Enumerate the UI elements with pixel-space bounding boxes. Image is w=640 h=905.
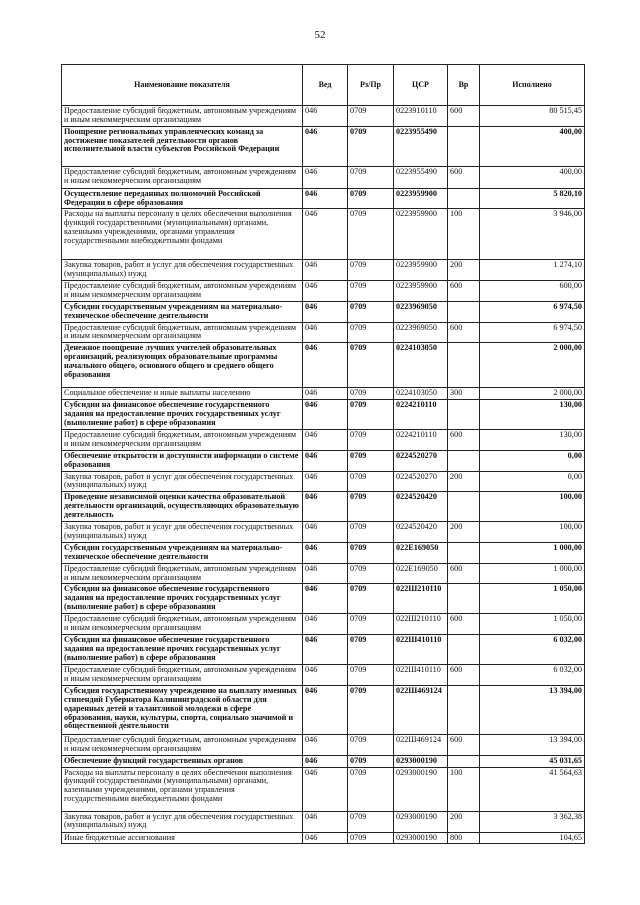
table-row <box>62 522 585 543</box>
cell-name: Денежное поощрение лучших учителей образовательных организаций, реализующих образовательные программы начального общего, основного общего и среднего общего образования <box>62 343 303 388</box>
cell-csr: 022Ш410110 <box>394 635 448 665</box>
cell-ved: 046 <box>303 811 348 832</box>
header-rzpr: Рз/Пр <box>348 65 394 106</box>
cell-rzpr: 0709 <box>348 832 394 844</box>
table-row <box>62 563 585 584</box>
cell-vr <box>448 301 480 322</box>
cell-vr: 200 <box>448 471 480 492</box>
cell-vr: 600 <box>448 166 480 188</box>
cell-rzpr: 0709 <box>348 322 394 343</box>
cell-vr: 600 <box>448 665 480 686</box>
cell-csr: 0224103050 <box>394 388 448 400</box>
table-row <box>62 450 585 471</box>
header-ved: Вед <box>303 65 348 106</box>
cell-sum: 6 032,00 <box>480 665 585 686</box>
cell-csr: 0293000190 <box>394 755 448 767</box>
cell-csr: 0223969050 <box>394 322 448 343</box>
cell-csr: 0224103050 <box>394 343 448 388</box>
cell-name: Субсидии на финансовое обеспечение государственного задания на предоставление прочих государственных услуг (выполнение работ) в сфере образования <box>62 584 303 614</box>
cell-rzpr: 0709 <box>348 281 394 302</box>
cell-sum: 0,00 <box>480 471 585 492</box>
cell-name: Закупка товаров, работ и услуг для обеспечения государственных (муниципальных) нужд <box>62 471 303 492</box>
cell-csr: 0293000190 <box>394 767 448 811</box>
page-number: 52 <box>314 29 326 41</box>
cell-ved: 046 <box>303 209 348 260</box>
cell-name: Предоставление субсидий бюджетным, автономным учреждениям и иным некоммерческим организациям <box>62 281 303 302</box>
cell-csr: 0224520270 <box>394 471 448 492</box>
table-row <box>62 188 585 209</box>
cell-sum: 1 000,00 <box>480 563 585 584</box>
cell-sum: 1 274,10 <box>480 260 585 281</box>
cell-vr: 300 <box>448 388 480 400</box>
cell-ved: 046 <box>303 584 348 614</box>
cell-sum: 41 564,63 <box>480 767 585 811</box>
cell-name: Закупка товаров, работ и услуг для обеспечения государственных (муниципальных) нужд <box>62 522 303 543</box>
cell-ved: 046 <box>303 522 348 543</box>
header-sum: Исполнено <box>480 65 585 106</box>
header-csr: ЦСР <box>394 65 448 106</box>
cell-ved: 046 <box>303 281 348 302</box>
cell-csr: 0223955490 <box>394 166 448 188</box>
cell-rzpr: 0709 <box>348 543 394 564</box>
cell-csr: 0223955490 <box>394 126 448 166</box>
budget-table <box>61 64 585 844</box>
cell-name: Иные бюджетные ассигнования <box>62 832 303 844</box>
cell-rzpr: 0709 <box>348 260 394 281</box>
table-row <box>62 685 585 734</box>
cell-rzpr: 0709 <box>348 635 394 665</box>
cell-csr: 0293000190 <box>394 811 448 832</box>
cell-sum: 80 515,45 <box>480 106 585 127</box>
cell-vr: 800 <box>448 832 480 844</box>
cell-rzpr: 0709 <box>348 492 394 522</box>
cell-ved: 046 <box>303 106 348 127</box>
cell-csr: 022Ш210110 <box>394 614 448 635</box>
cell-name: Обеспечение открытости и доступности информации о системе образования <box>62 450 303 471</box>
cell-name: Расходы на выплаты персоналу в целях обеспечения выполнения функций государственными (муниципальными) органами, казенными учреждениями, органами управления государственными внебюджетными фондами <box>62 209 303 260</box>
table-row <box>62 584 585 614</box>
table-row <box>62 209 585 260</box>
cell-vr: 600 <box>448 322 480 343</box>
cell-rzpr: 0709 <box>348 563 394 584</box>
cell-name: Расходы на выплаты персоналу в целях обеспечения выполнения функций государственными (муниципальными) органами, казенными учреждениями, органами управления государственными внебюджетными фондами <box>62 767 303 811</box>
table-row <box>62 281 585 302</box>
cell-rzpr: 0709 <box>348 430 394 451</box>
cell-sum: 6 974,50 <box>480 322 585 343</box>
cell-name: Предоставление субсидий бюджетным, автономным учреждениям и иным некоммерческим организациям <box>62 322 303 343</box>
cell-vr: 600 <box>448 430 480 451</box>
cell-ved: 046 <box>303 563 348 584</box>
table-row <box>62 106 585 127</box>
cell-name: Субсидия государственному учреждению на выплату именных стипендий Губернатора Калининградской области для одаренных детей и талантливой молодежи в сфере образования, науки, культуры, спорта, социально значимой и общественной деятельности <box>62 685 303 734</box>
table-row <box>62 126 585 166</box>
cell-vr: 100 <box>448 767 480 811</box>
cell-sum: 100,00 <box>480 522 585 543</box>
table-row <box>62 734 585 755</box>
cell-vr <box>448 584 480 614</box>
cell-ved: 046 <box>303 492 348 522</box>
cell-ved: 046 <box>303 400 348 430</box>
cell-rzpr: 0709 <box>348 584 394 614</box>
cell-sum: 3 946,00 <box>480 209 585 260</box>
cell-name: Осуществление переданных полномочий Российской Федерации в сфере образования <box>62 188 303 209</box>
cell-name: Закупка товаров, работ и услуг для обеспечения государственных (муниципальных) нужд <box>62 811 303 832</box>
table-row <box>62 492 585 522</box>
table-row <box>62 471 585 492</box>
cell-rzpr: 0709 <box>348 522 394 543</box>
cell-sum: 6 974,50 <box>480 301 585 322</box>
cell-name: Предоставление субсидий бюджетным, автономным учреждениям и иным некоммерческим организациям <box>62 563 303 584</box>
cell-csr: 0223959900 <box>394 209 448 260</box>
cell-rzpr: 0709 <box>348 767 394 811</box>
cell-vr <box>448 400 480 430</box>
cell-name: Закупка товаров, работ и услуг для обеспечения государственных (муниципальных) нужд <box>62 260 303 281</box>
cell-rzpr: 0709 <box>348 209 394 260</box>
cell-ved: 046 <box>303 614 348 635</box>
cell-ved: 046 <box>303 767 348 811</box>
cell-vr <box>448 543 480 564</box>
cell-name: Предоставление субсидий бюджетным, автономным учреждениям и иным некоммерческим организациям <box>62 665 303 686</box>
cell-csr: 0224520420 <box>394 522 448 543</box>
cell-name: Предоставление субсидий бюджетным, автономным учреждениям и иным некоммерческим организациям <box>62 430 303 451</box>
cell-name: Субсидии государственным учреждениям на материально-техническое обеспечение деятельности <box>62 543 303 564</box>
cell-name: Субсидии на финансовое обеспечение государственного задания на предоставление прочих государственных услуг (выполнение работ) в сфере образования <box>62 400 303 430</box>
cell-name: Предоставление субсидий бюджетным, автономным учреждениям и иным некоммерческим организациям <box>62 106 303 127</box>
cell-vr <box>448 755 480 767</box>
cell-vr: 600 <box>448 734 480 755</box>
cell-rzpr: 0709 <box>348 301 394 322</box>
table-row <box>62 635 585 665</box>
table-header-row <box>62 65 585 106</box>
table-row <box>62 767 585 811</box>
cell-vr <box>448 126 480 166</box>
cell-rzpr: 0709 <box>348 388 394 400</box>
cell-csr: 0224520270 <box>394 450 448 471</box>
cell-sum: 130,00 <box>480 400 585 430</box>
table-row <box>62 166 585 188</box>
cell-rzpr: 0709 <box>348 471 394 492</box>
cell-vr: 600 <box>448 106 480 127</box>
cell-vr <box>448 685 480 734</box>
cell-vr: 200 <box>448 522 480 543</box>
cell-ved: 046 <box>303 471 348 492</box>
cell-sum: 1 050,00 <box>480 614 585 635</box>
table-row <box>62 301 585 322</box>
table-row <box>62 614 585 635</box>
cell-vr: 200 <box>448 811 480 832</box>
cell-name: Проведение независимой оценки качества образовательной деятельности организаций, осуществляющих образовательную деятельность <box>62 492 303 522</box>
table-body <box>62 106 585 844</box>
cell-name: Субсидии государственным учреждениям на материально-техническое обеспечение деятельности <box>62 301 303 322</box>
cell-sum: 600,00 <box>480 281 585 302</box>
table-row <box>62 400 585 430</box>
cell-ved: 046 <box>303 832 348 844</box>
cell-ved: 046 <box>303 322 348 343</box>
table-row <box>62 260 585 281</box>
cell-csr: 022Ш410110 <box>394 665 448 686</box>
cell-ved: 046 <box>303 665 348 686</box>
cell-ved: 046 <box>303 734 348 755</box>
cell-ved: 046 <box>303 635 348 665</box>
header-vr: Вр <box>448 65 480 106</box>
cell-vr <box>448 492 480 522</box>
cell-ved: 046 <box>303 343 348 388</box>
table-row <box>62 665 585 686</box>
header-name: Наименование показателя <box>62 65 303 106</box>
cell-vr <box>448 450 480 471</box>
cell-csr: 0224520420 <box>394 492 448 522</box>
cell-csr: 0224210110 <box>394 400 448 430</box>
cell-rzpr: 0709 <box>348 343 394 388</box>
cell-name: Предоставление субсидий бюджетным, автономным учреждениям и иным некоммерческим организациям <box>62 734 303 755</box>
cell-vr: 600 <box>448 614 480 635</box>
cell-ved: 046 <box>303 188 348 209</box>
cell-vr <box>448 635 480 665</box>
cell-rzpr: 0709 <box>348 126 394 166</box>
cell-name: Поощрение региональных управленческих команд за достижение показателей деятельности органов исполнительной власти субъектов Российской Федерации <box>62 126 303 166</box>
cell-sum: 5 820,10 <box>480 188 585 209</box>
cell-rzpr: 0709 <box>348 734 394 755</box>
table-row <box>62 322 585 343</box>
cell-ved: 046 <box>303 388 348 400</box>
cell-rzpr: 0709 <box>348 166 394 188</box>
cell-sum: 104,65 <box>480 832 585 844</box>
cell-csr: 0223959900 <box>394 188 448 209</box>
cell-rzpr: 0709 <box>348 188 394 209</box>
cell-ved: 046 <box>303 430 348 451</box>
cell-rzpr: 0709 <box>348 400 394 430</box>
table-row <box>62 430 585 451</box>
cell-csr: 0293000190 <box>394 832 448 844</box>
cell-vr: 100 <box>448 209 480 260</box>
cell-ved: 046 <box>303 755 348 767</box>
cell-sum: 400,00 <box>480 126 585 166</box>
table-row <box>62 811 585 832</box>
cell-vr: 200 <box>448 260 480 281</box>
cell-csr: 022Ш469124 <box>394 685 448 734</box>
cell-sum: 0,00 <box>480 450 585 471</box>
cell-sum: 1 000,00 <box>480 543 585 564</box>
cell-name: Обеспечение функций государственных органов <box>62 755 303 767</box>
table-row <box>62 543 585 564</box>
cell-name: Социальное обеспечение и иные выплаты населению <box>62 388 303 400</box>
cell-sum: 6 032,00 <box>480 635 585 665</box>
cell-rzpr: 0709 <box>348 450 394 471</box>
table-row <box>62 388 585 400</box>
cell-vr <box>448 343 480 388</box>
cell-ved: 046 <box>303 685 348 734</box>
cell-rzpr: 0709 <box>348 106 394 127</box>
cell-csr: 0223959900 <box>394 281 448 302</box>
table-row <box>62 832 585 844</box>
cell-ved: 046 <box>303 260 348 281</box>
cell-ved: 046 <box>303 126 348 166</box>
cell-csr: 022Ш469124 <box>394 734 448 755</box>
cell-csr: 022E169050 <box>394 563 448 584</box>
cell-rzpr: 0709 <box>348 685 394 734</box>
cell-name: Субсидии на финансовое обеспечение государственного задания на предоставление прочих государственных услуг (выполнение работ) в сфере образования <box>62 635 303 665</box>
cell-sum: 13 394,00 <box>480 685 585 734</box>
cell-csr: 022E169050 <box>394 543 448 564</box>
cell-sum: 2 000,00 <box>480 388 585 400</box>
cell-sum: 45 031,65 <box>480 755 585 767</box>
cell-name: Предоставление субсидий бюджетным, автономным учреждениям и иным некоммерческим организациям <box>62 614 303 635</box>
cell-name: Предоставление субсидий бюджетным, автономным учреждениям и иным некоммерческим организациям <box>62 166 303 188</box>
cell-sum: 100,00 <box>480 492 585 522</box>
cell-ved: 046 <box>303 166 348 188</box>
cell-ved: 046 <box>303 301 348 322</box>
cell-vr: 600 <box>448 281 480 302</box>
cell-sum: 3 362,38 <box>480 811 585 832</box>
table-row <box>62 343 585 388</box>
cell-rzpr: 0709 <box>348 755 394 767</box>
cell-sum: 400,00 <box>480 166 585 188</box>
cell-csr: 0223910110 <box>394 106 448 127</box>
cell-sum: 130,00 <box>480 430 585 451</box>
cell-csr: 0223959900 <box>394 260 448 281</box>
cell-csr: 0223969050 <box>394 301 448 322</box>
cell-rzpr: 0709 <box>348 614 394 635</box>
cell-sum: 2 000,00 <box>480 343 585 388</box>
cell-vr: 600 <box>448 563 480 584</box>
table-row <box>62 755 585 767</box>
cell-sum: 13 394,00 <box>480 734 585 755</box>
cell-vr <box>448 188 480 209</box>
cell-sum: 1 050,00 <box>480 584 585 614</box>
cell-rzpr: 0709 <box>348 811 394 832</box>
cell-rzpr: 0709 <box>348 665 394 686</box>
cell-csr: 022Ш210110 <box>394 584 448 614</box>
cell-csr: 0224210110 <box>394 430 448 451</box>
cell-ved: 046 <box>303 450 348 471</box>
cell-ved: 046 <box>303 543 348 564</box>
